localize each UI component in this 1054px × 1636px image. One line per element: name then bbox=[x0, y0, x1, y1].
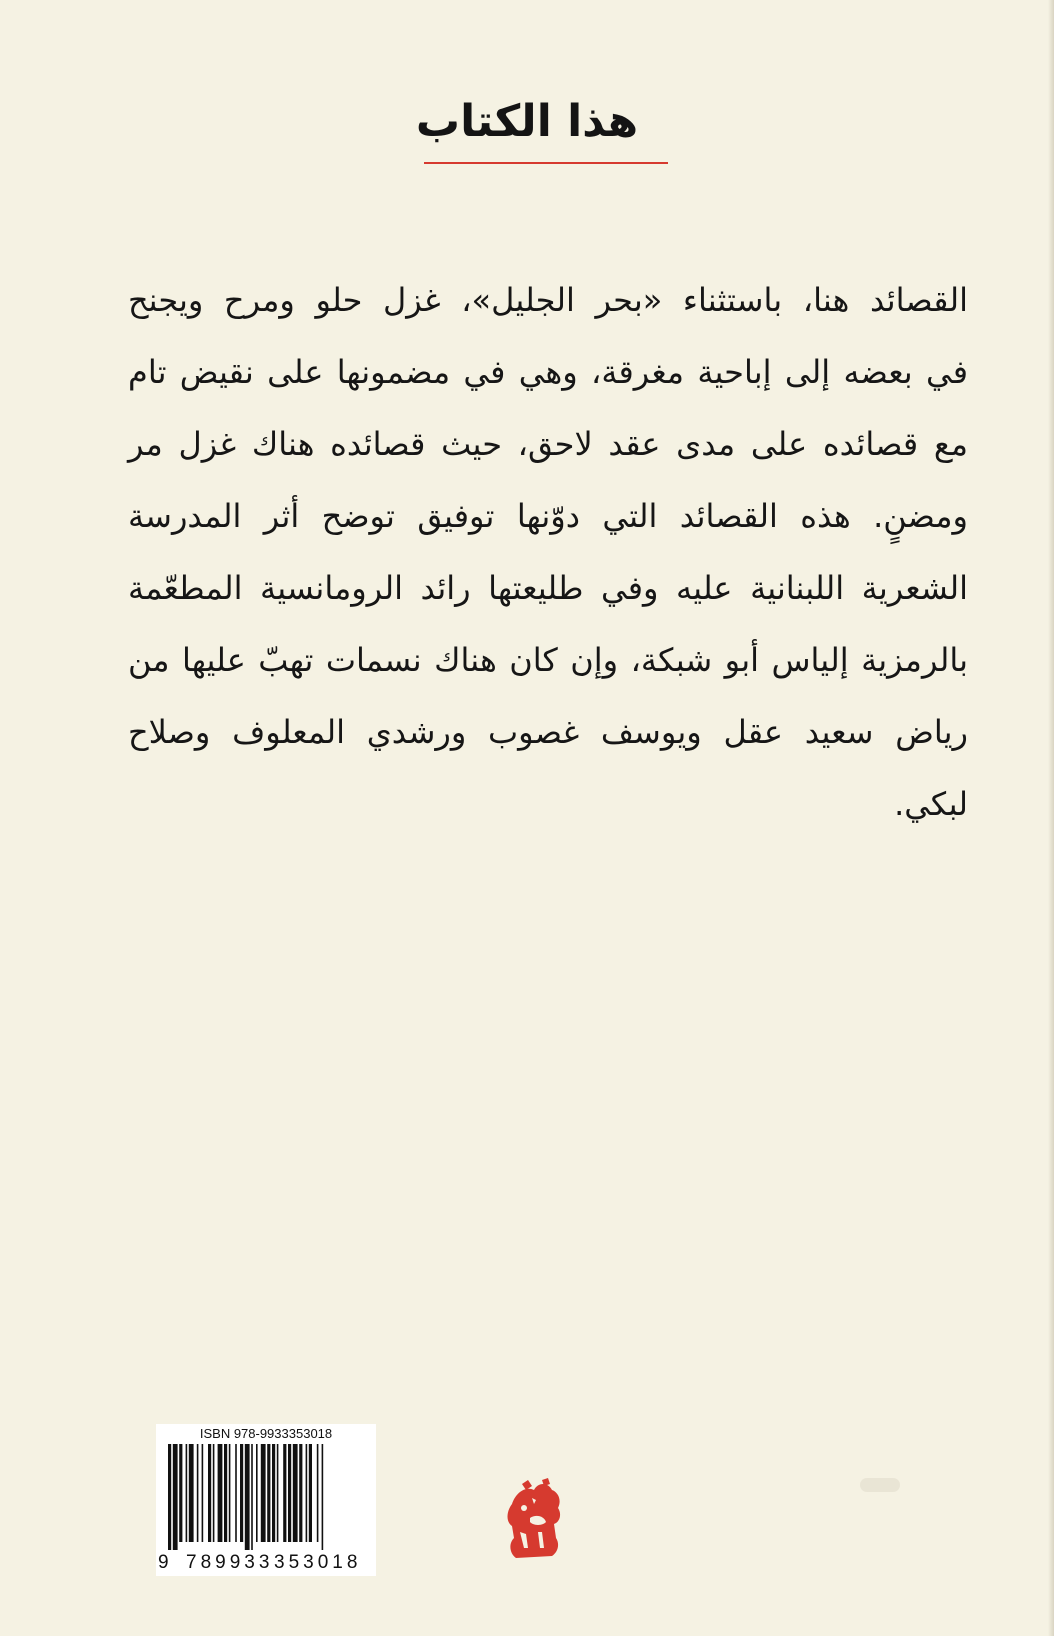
barcode-right-group: 353018 bbox=[274, 1552, 362, 1573]
barcode-left-group: 789933 bbox=[186, 1552, 274, 1573]
title-underline bbox=[424, 162, 668, 164]
camel-rider-logo-icon bbox=[502, 1478, 566, 1566]
blurb-line: مع قصائده على مدى عقد لاحق، حيث قصائده هناك غزل مر bbox=[128, 425, 968, 463]
blurb-line: في بعضه إلى إباحية مغرقة، وهي في مضمونها على نقيض تام bbox=[128, 353, 968, 391]
paper-smudge bbox=[860, 1478, 900, 1492]
blurb-line: لبكي. bbox=[894, 785, 968, 823]
blurb-line: الشعرية اللبنانية عليه وفي طليعتها رائد الرومانسية المطعّمة bbox=[128, 569, 968, 607]
page-edge bbox=[1048, 0, 1054, 1636]
isbn-label: ISBN 978-9933353018 bbox=[199, 1426, 333, 1441]
blurb-paragraph bbox=[128, 264, 968, 840]
blurb-line: رياض سعيد عقل ويوسف غصوب ورشدي المعلوف وصلاح bbox=[128, 713, 968, 751]
isbn-barcode bbox=[156, 1424, 376, 1576]
blurb-line: بالرمزية إلياس أبو شبكة، وإن كان هناك نسمات تهبّ عليها من bbox=[128, 641, 968, 679]
blurb-line: القصائد هنا، باستثناء «بحر الجليل»، غزل حلو ومرح ويجنح bbox=[128, 281, 968, 319]
barcode-first-digit: 9 bbox=[158, 1552, 169, 1573]
barcode-bars bbox=[166, 1444, 366, 1550]
cover-title: هذا الكتاب bbox=[415, 96, 639, 147]
blurb-line: ومضنٍ. هذه القصائد التي دوّنها توفيق توضح أثر المدرسة bbox=[128, 497, 968, 535]
